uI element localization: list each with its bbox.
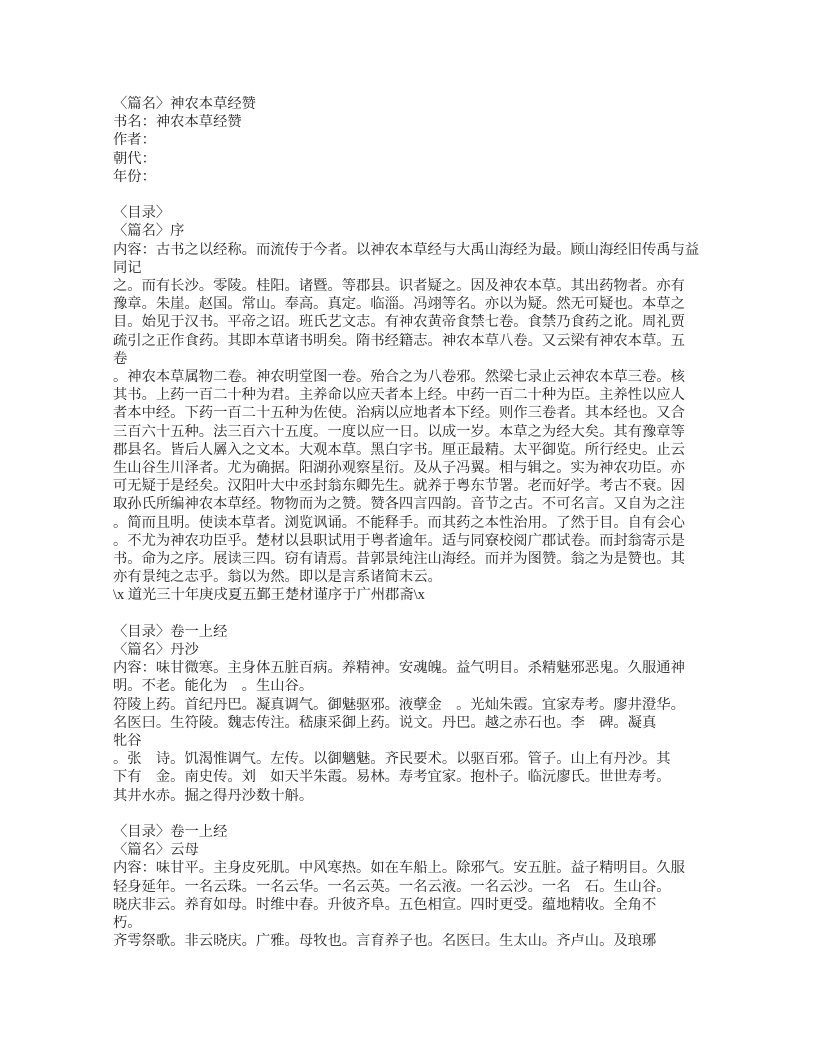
text-line: 朽。: [113, 915, 142, 932]
text-line: 内容：味甘微寒。主身体五脏百病。养精神。安魂魄。益气明目。杀精魅邪恶鬼。久服通神: [113, 660, 685, 677]
text-line: 〈篇名〉神农本草经赞: [113, 96, 256, 112]
text-line: 者本中经。下药一百二十五种为佐使。治病以应地者本下经。则作三卷者。其本经也。又合: [113, 405, 685, 422]
text-line: 可无疑于是经矣。汉阳叶大中丞封翁东卿先生。就养于粤东节署。老而好学。考古不衰。因: [113, 478, 685, 495]
text-line: 年份：: [113, 168, 156, 185]
text-line: 书。命为之序。展读三四。窃有请焉。昔郭景纯注山海经。而并为图赞。翁之为是赞也。其: [113, 551, 685, 568]
text-line: 〈篇名〉云母: [113, 842, 199, 859]
text-line: 晓庆非云。养育如母。时维中春。升彼齐阜。五色相宣。四时更受。蕴地精收。全角不: [113, 896, 657, 913]
text-line: 轻身延年。一名云珠。一名云华。一名云英。一名云液。一名云沙。一名 石。生山谷。: [113, 878, 671, 895]
text-line: 牝谷: [113, 733, 142, 750]
text-line: 明。不老。能化为 。生山谷。: [113, 678, 314, 695]
text-line: 其书。上药一百二十种为君。主养命以应天者本上经。中药一百二十种为臣。主养性以应人: [113, 387, 685, 404]
text-line: 。不尤为神农功臣乎。楚材以县职试用于粤者逾年。适与同寮校阅广郡试卷。而封翁寄示是: [113, 532, 685, 549]
text-line: 〈目录〉卷一上经: [113, 824, 228, 841]
text-line: 〈目录〉: [113, 205, 171, 222]
text-line: 疏引之正作食药。其即本草诸书明矣。隋书经籍志。神农本草八卷。又云梁有神农本草。五: [113, 332, 685, 349]
text-line: 〈篇名〉丹沙: [113, 642, 199, 659]
text-line: 郡县名。皆后人羼入之文本。大观本草。黑白字书。厘正最精。太平御览。所行经史。止云: [113, 441, 685, 458]
text-line: 内容：味甘平。主身皮死肌。中风寒热。如在车船上。除邪气。安五脏。益子精明目。久服: [113, 860, 685, 877]
text-line: 目。始见于汉书。平帝之诏。班氏艺文志。有神农黄帝食禁七卷。食禁乃食药之讹。周礼贾: [113, 314, 685, 331]
text-line: 同记: [113, 259, 142, 276]
text-line: 。神农本草属物二卷。神农明堂图一卷。殆合之为八卷邪。然梁七录止云神农本草三卷。核: [113, 369, 685, 386]
text-line: 符陵上药。首纪丹巴。凝真调气。御魅驱邪。液孽金 。光灿朱霞。宜家寿考。廖井澄华。: [113, 696, 685, 713]
text-line: 〈篇名〉序: [113, 223, 185, 240]
text-line: 名医曰。生符陵。魏志传注。嵇康采御上药。说文。丹巴。越之赤石也。李 碑。凝真: [113, 714, 657, 731]
text-line: 豫章。朱崖。赵国。常山。奉高。真定。临淄。冯翊等名。亦以为疑。然无可疑也。本草之: [113, 296, 685, 313]
text-line: 。张 诗。饥渴惟调气。左传。以御魑魅。齐民要术。以驱百邪。管子。山上有丹沙。其: [113, 751, 671, 768]
text-line: 其井水赤。掘之得丹沙数十斛。: [113, 787, 314, 804]
blank-line: [113, 605, 753, 623]
text-line: 之。而有长沙。零陵。桂阳。诸暨。等郡县。识者疑之。因及神农本草。其出药物者。亦有: [113, 278, 685, 295]
text-line: 亦有景纯之志乎。翁以为然。即以是言系诸简末云。: [113, 569, 442, 586]
blank-line: [113, 186, 753, 204]
text-line: 朝代：: [113, 150, 156, 167]
text-line: 作者：: [113, 132, 156, 149]
text-line: 齐雩祭歌。非云晓庆。广雅。母牧也。言育养子也。名医曰。生太山。齐卢山。及琅琊: [113, 933, 657, 950]
text-line: 下有 金。南史传。刘 如天半朱霞。易林。寿考宜家。抱朴子。临沅廖氏。世世寿考。: [113, 769, 671, 786]
text-line: 取孙氏所编神农本草经。物物而为之赞。赞各四言四韵。音节之古。不可名言。又自为之注: [113, 496, 685, 513]
blank-line: [113, 805, 753, 823]
text-line: 生山谷生川泽者。尤为确据。阳湖孙观察星衍。及从子冯翼。相与辑之。实为神农功臣。亦: [113, 460, 685, 477]
text-line: 。简而且明。使读本草者。浏览讽诵。不能释手。而其药之本性治用。了然于目。自有会心: [113, 514, 685, 531]
document-text: [113, 95, 753, 951]
text-line: 卷: [113, 350, 128, 367]
text-line: \x 道光三十年庚戌夏五鄞王楚材谨序于广州郡斋\x: [113, 587, 425, 604]
text-line: 三百六十五种。法三百六十五度。一度以应一日。以成一岁。本草之为经大矣。其有豫章等: [113, 423, 685, 440]
text-line: 书名：神农本草经赞: [113, 114, 242, 131]
text-line: 〈目录〉卷一上经: [113, 623, 228, 640]
text-line: 内容：古书之以经称。而流传于今者。以神农本草经与大禹山海经为最。顾山海经旧传禹与益: [113, 241, 700, 258]
